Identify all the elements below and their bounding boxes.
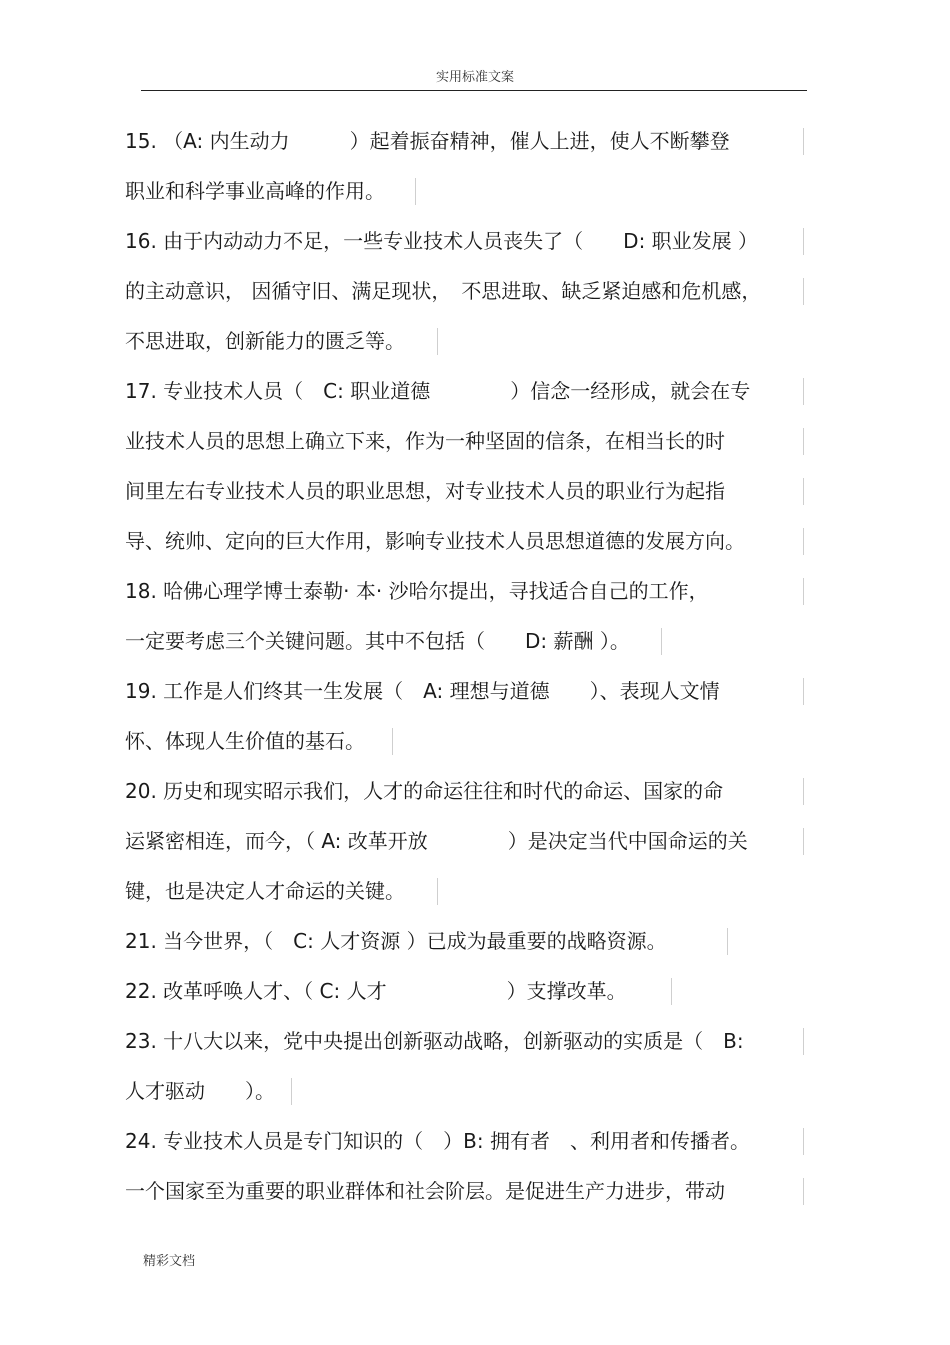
line-text: 23. 十八大以来，党中央提出创新驱动战略，创新驱动的实质是（ B:	[125, 1029, 744, 1053]
text-line	[125, 366, 815, 416]
column-edge-mark	[803, 478, 804, 505]
line-text: 20. 历史和现实昭示我们，人才的命运往往和时代的命运、国家的命	[125, 779, 724, 803]
line-text: 间里左右专业技术人员的职业思想，对专业技术人员的职业行为起指	[125, 479, 725, 503]
column-edge-mark	[803, 228, 804, 255]
page-footer-label: 精彩文档	[143, 1254, 196, 1269]
text-line	[125, 266, 815, 316]
line-text: 职业和科学事业高峰的作用。	[125, 179, 385, 203]
column-edge-mark	[803, 128, 804, 155]
column-edge-mark	[415, 178, 416, 205]
column-edge-mark	[392, 728, 393, 755]
text-line	[125, 566, 815, 616]
line-text: 不思进取，创新能力的匮乏等。	[125, 329, 405, 353]
text-line	[125, 866, 815, 916]
line-text: 17. 专业技术人员（ C: 职业道德 ）信念一经形成，就会在专	[125, 379, 751, 403]
text-line	[125, 666, 815, 716]
text-line	[125, 316, 815, 366]
text-line	[125, 816, 815, 866]
text-line	[125, 166, 815, 216]
line-text: 的主动意识， 因循守旧、满足现状， 不思进取、缺乏紧迫感和危机感，	[125, 279, 762, 303]
text-line	[125, 966, 815, 1016]
column-edge-mark	[727, 928, 728, 955]
column-edge-mark	[437, 328, 438, 355]
header-rule	[141, 90, 807, 91]
text-line	[125, 466, 815, 516]
column-edge-mark	[291, 1078, 292, 1105]
text-line	[125, 216, 815, 266]
line-text: 一个国家至为重要的职业群体和社会阶层。是促进生产力进步，带动	[125, 1179, 725, 1203]
question-body	[125, 116, 815, 1216]
text-line	[125, 1166, 815, 1216]
column-edge-mark	[803, 578, 804, 605]
column-edge-mark	[803, 828, 804, 855]
column-edge-mark	[803, 528, 804, 555]
text-line	[125, 1016, 815, 1066]
text-line	[125, 1116, 815, 1166]
line-text: 16. 由于内动动力不足，一些专业技术人员丧失了（ D: 职业发展 ）	[125, 229, 759, 253]
column-edge-mark	[803, 1128, 804, 1155]
line-text: 怀、体现人生价值的基石。	[125, 729, 365, 753]
column-edge-mark	[803, 428, 804, 455]
text-line	[125, 766, 815, 816]
column-edge-mark	[437, 878, 438, 905]
line-text: 21. 当今世界，（ C: 人才资源 ）已成为最重要的战略资源。	[125, 929, 667, 953]
column-edge-mark	[803, 1028, 804, 1055]
line-text: 22. 改革呼唤人才、（ C: 人才 ）支撑改革。	[125, 979, 627, 1003]
column-edge-mark	[803, 678, 804, 705]
column-edge-mark	[803, 378, 804, 405]
line-text: 运紧密相连，而今，（ A: 改革开放 ）是决定当代中国命运的关	[125, 829, 748, 853]
text-line	[125, 1066, 815, 1116]
text-line	[125, 116, 815, 166]
line-text: 业技术人员的思想上确立下来，作为一种坚固的信条，在相当长的时	[125, 429, 725, 453]
text-line	[125, 416, 815, 466]
column-edge-mark	[803, 278, 804, 305]
line-text: 人才驱动 ）。	[125, 1079, 275, 1103]
line-text: 导、统帅、定向的巨大作用，影响专业技术人员思想道德的发展方向。	[125, 529, 745, 553]
column-edge-mark	[661, 628, 662, 655]
text-line	[125, 516, 815, 566]
line-text: 19. 工作是人们终其一生发展（ A: 理想与道德 ）、表现人文情	[125, 679, 720, 703]
text-line	[125, 916, 815, 966]
column-edge-mark	[671, 978, 672, 1005]
text-line	[125, 716, 815, 766]
line-text: 18. 哈佛心理学博士泰勒· 本· 沙哈尔提出，寻找适合自己的工作，	[125, 579, 709, 603]
line-text: 15. （A: 内生动力 ）起着振奋精神，催人上进，使人不断攀登	[125, 129, 730, 153]
line-text: 一定要考虑三个关键问题。其中不包括（ D: 薪酬 ）。	[125, 629, 630, 653]
line-text: 24. 专业技术人员是专门知识的（ ）B: 拥有者 、利用者和传播者。	[125, 1129, 750, 1153]
page-header-title: 实用标准文案	[435, 70, 514, 85]
line-text: 键，也是决定人才命运的关键。	[125, 879, 405, 903]
column-edge-mark	[803, 1178, 804, 1205]
column-edge-mark	[803, 778, 804, 805]
text-line	[125, 616, 815, 666]
